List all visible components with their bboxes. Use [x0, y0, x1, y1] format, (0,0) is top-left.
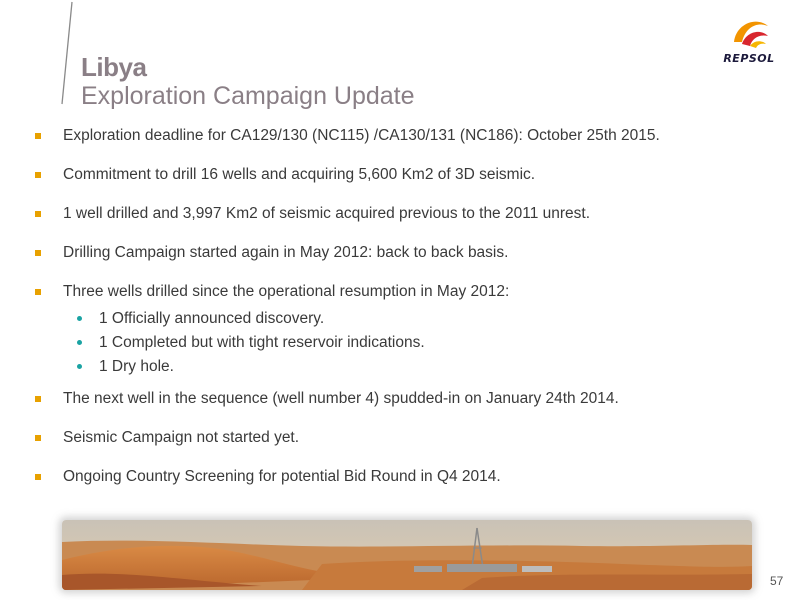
repsol-flame-icon [712, 10, 786, 54]
dot-bullet-icon [77, 340, 82, 345]
bullet-item [34, 126, 784, 146]
sub-bullet-text: 1 Completed but with tight reservoir indications. [99, 334, 425, 351]
bullet-item [34, 243, 784, 263]
sub-bullet-item [63, 307, 784, 331]
bullet-item [34, 467, 784, 487]
square-bullet-icon [35, 133, 41, 139]
bullet-item [34, 282, 784, 379]
logo-wordmark: REPSOL [723, 52, 775, 65]
square-bullet-icon [35, 211, 41, 217]
bullet-text: Exploration deadline for CA129/130 (NC115) /CA130/131 (NC186): October 25th 2015. [63, 127, 660, 144]
bullet-text: Ongoing Country Screening for potential Bid Round in Q4 2014. [63, 468, 501, 485]
dot-bullet-icon [77, 316, 82, 321]
square-bullet-icon [35, 289, 41, 295]
page-title: Libya [81, 52, 147, 82]
bullet-list [34, 126, 784, 506]
square-bullet-icon [35, 474, 41, 480]
square-bullet-icon [35, 396, 41, 402]
bullet-text: Commitment to drill 16 wells and acquiring 5,600 Km2 of 3D seismic. [63, 166, 536, 183]
desert-landscape-image [62, 520, 752, 590]
bullet-text: Seismic Campaign not started yet. [63, 429, 300, 446]
bullet-text: 1 well drilled and 3,997 Km2 of seismic acquired previous to the 2011 unrest. [63, 205, 591, 222]
title-block [81, 52, 415, 110]
square-bullet-icon [35, 172, 41, 178]
sub-bullet-item [63, 331, 784, 355]
bullet-item [34, 428, 784, 448]
bullet-item [34, 389, 784, 409]
sub-bullet-list [63, 307, 784, 379]
page-subtitle: Exploration Campaign Update [81, 82, 415, 110]
dot-bullet-icon [77, 364, 82, 369]
desert-drilling-rig-photo [62, 520, 752, 590]
bullet-text: Drilling Campaign started again in May 2012: back to back basis. [63, 244, 509, 261]
bullet-item [34, 204, 784, 224]
square-bullet-icon [35, 435, 41, 441]
page-number: 57 [770, 574, 784, 588]
sub-bullet-text: 1 Dry hole. [99, 358, 174, 375]
repsol-logo [712, 10, 786, 70]
bullet-text: The next well in the sequence (well number 4) spudded-in on January 24th 2014. [63, 390, 619, 407]
bullet-text: Three wells drilled since the operational resumption in May 2012: [63, 283, 510, 300]
sub-bullet-text: 1 Officially announced discovery. [99, 310, 325, 327]
bullet-item [34, 165, 784, 185]
square-bullet-icon [35, 250, 41, 256]
sub-bullet-item [63, 355, 784, 379]
